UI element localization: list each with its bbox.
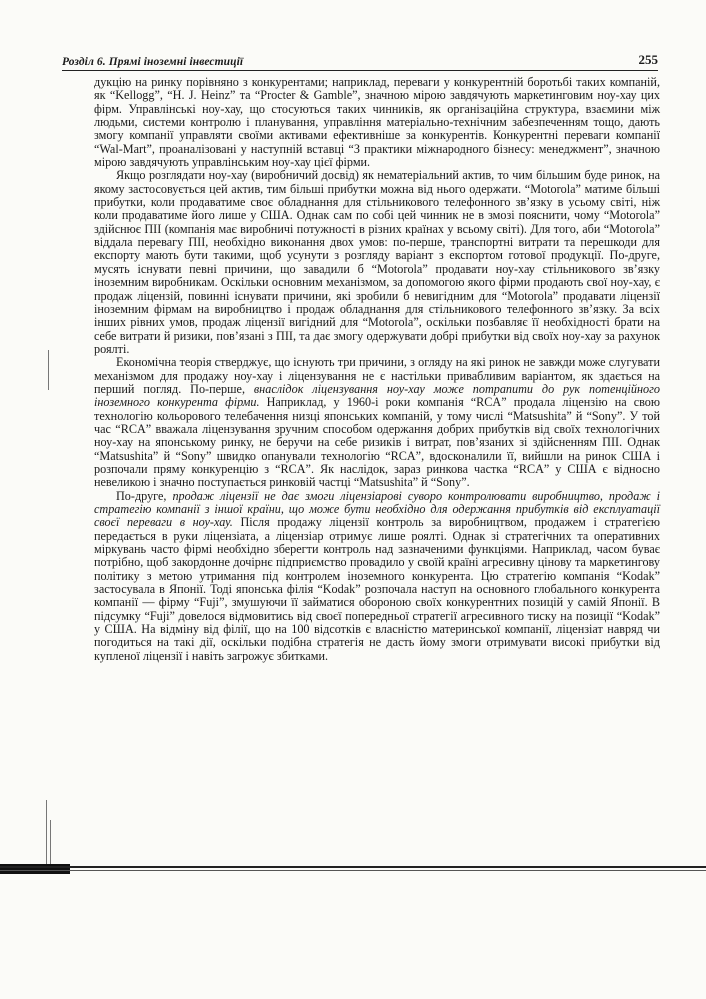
running-head <box>62 56 243 68</box>
text-run: Наприклад, у 1960-і роки компанія “RCA” продала ліцензію на свою технологію кольорового телебачення низці японських компаній, у тому числі “Matsushita” й “Sony”. У той час “RCA” вважала ліцензування зручним способом одержання добрих прибутків від своїх технологічних ноу-хау на японському ринку, не беручи на себе ризиків і витрат, пов’язаних зі здійсненням ПІІ. Однак “Matsushita” й “Sony” швидко опанували технологію “RCA”, вдосконалили її, вийшли на ринок США і розпочали пряму конкуренцію з “RCA”. Як наслідок, зараз ринкова частка “RCA” у США є відносно невеликою і значно поступається ринковій частці “Matsushita” й “Sony”. <box>94 395 660 490</box>
text-run: Після продажу ліцензії контроль за виробництвом, продажем і стратегією передається в руки ліцензіата, а ліцензіар отримує лише роялті. Однак зі стратегічних та оперативних міркувань часто фірмі необхідно зберегти контроль над зазначеними функціями. Наприклад, часом буває потрібно, щоб закордонне дочірнє підприємство провадило у своїй країні агресивну цінову та маркетингову політику з метою утримання під контролем іноземного конкурента. Цю стратегію компанія “Kodak” застосувала в Японії. Тоді японська філія “Kodak” розпочала наступ на основного глобального конкурента компанії — фірму “Fuji”, змушуючи її займатися обороною своїх конкурентних позицій у самій Японії. В підсумку “Fuji” довелося відмовитись від своєї попередньої стратегії агресивного тиску на позиції “Kodak” у США. На відміну від філії, що на 100 відсотків є власністю материнської компанії, ліцензіат навряд чи погодиться на такі дії, оскільки подібна стратегія не дасть йому змоги отримувати високі прибутки від купленої ліцензії і навіть загрожує збитками. <box>94 515 660 663</box>
italic-text: внаслідок ліцензування ноу-хау може потрапити до рук потенційного іноземного конкурента фірми. <box>94 381 660 410</box>
scan-line <box>0 870 706 871</box>
text-run: дукцію на ринку порівняно з конкурентами; наприклад, переваги у конкурентній боротьбі таких компаній, як “Kellogg”, “H. J. Heinz” та “Procter & Gamble”, значною мірою завдячують маркетинговим ноу-хау цих фірм. Управлінські ноу-хау, що стосуються таких чинників, як організаційна структура, взаємини між людьми, системи контролю і планування, управління матеріально-технічним забезпеченням тощо, дають змогу компанії управляти своїми активами ефективніше за конкурентів. Конкурентні переваги компанії “Wal-Mart”, проаналізовані у наступній вставці “З практики міжнародного бізнесу: менеджмент”, значною мірою завдячують управлінським ноу-хау цієї фірми. <box>94 75 660 170</box>
page-number: 255 <box>638 52 658 67</box>
text-run: По-друге, <box>116 488 173 503</box>
paragraph <box>94 169 660 356</box>
scan-mark <box>50 820 51 870</box>
paragraph <box>94 490 660 663</box>
scan-mark <box>46 800 47 870</box>
chapter-label: Розділ 6. <box>62 56 106 68</box>
body-text <box>94 76 660 663</box>
paragraph <box>94 76 660 169</box>
running-header <box>62 50 658 71</box>
chapter-title: Прямі іноземні інвестиції <box>108 56 244 68</box>
text-run: Економічна теорія стверджує, що існують три причини, з огляду на які ринок не завжди може слугувати механізмом для продажу ноу-хау і ліцензування не є настільки привабливим варіантом, як здається на перший погляд. По-перше, <box>94 355 660 396</box>
italic-text: продаж ліцензії не дає змоги ліцензіарові суворо контролювати виробництво, продаж і стратегію компанії з іншої країни, що може бути необхідно для одержання прибутків від експлуатації своєї переваги в ноу-хау. <box>94 488 661 530</box>
scan-line <box>0 866 706 868</box>
scan-mark <box>48 350 49 390</box>
paragraph <box>94 356 660 489</box>
text-run: Якщо розглядати ноу-хау (виробничий досвід) як нематеріальний актив, то чим більшим буде ринок, на якому застосовується цей актив, тим більші прибутки можна від нього одержати. “Motorola” матиме більші прибутки, коли продаватиме своє обладнання для стільникового телефонного зв’язку в усьому світі, ніж коли продаватиме його лише у США. Однак сам по собі цей чинник не в змозі пояснити, чому “Motorola” здійснює ПІІ (компанія має виробничі потужності в різних країнах у всьому світі). Для того, аби “Motorola” віддала перевагу ПІІ, необхідно виконання двох умов: по-перше, транспортні витрати та перешкоди для експорту мають бути такими, щоб усунути з розгляду варіант з експортом готової продукції. По-друге, мусять існувати певні причини, що завадили б “Motorola” продавати ноу-хау стільникового зв’язку іноземним виробникам. Оскільки основним механізмом, за допомогою якого фірми продають свої ноу-хау, є продаж ліцензій, повинні існувати причини, які зробили б невигідним для “Motorola” продавати ліцензії іноземним фірмам на виробництво і продаж обладнання для стільникового телефонного зв’язку. За всіх інших рівних умов, продаж ліцензії вигідний для “Motorola”, оскільки позбавляє її необхідності брати на себе витрати й ризики, пов’язані з ПІІ, та дає змогу одержувати добрі прибутки від своїх ноу-хау за рахунок роялті. <box>94 168 660 356</box>
